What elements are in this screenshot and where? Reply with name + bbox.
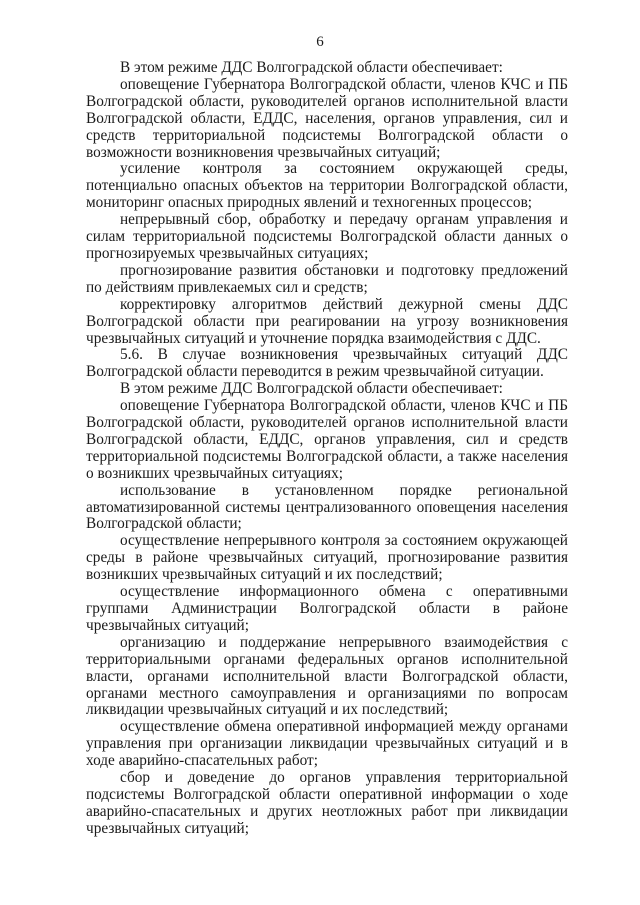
paragraph-item: корректировку алгоритмов действий дежурной смены ДДС Волгоградской области при реагировании на угрозу возникновения чрезвычайных ситуаций и уточнение порядка взаимодействия с ДДС. — [86, 295, 568, 347]
paragraph-item: осуществление обмена оперативной информацией между органами управления при организации ликвидации чрезвычайных ситуаций и в ходе аварийно-спасательных работ; — [86, 718, 568, 770]
paragraph-item: организацию и поддержание непрерывного взаимодействия с территориальными органами федеральных органов исполнительной власти, органами исполнительной власти Волгоградской области, органами местного самоуправления и организациями по вопросам ликвидации чрезвычайных ситуаций и их последствий; — [86, 633, 568, 719]
paragraph-item: использование в установленном порядке региональной автоматизированной системы централизованного оповещения населения Волгоградской области; — [86, 481, 568, 533]
paragraph-item: непрерывный сбор, обработку и передачу органам управления и силам территориальной подсистемы Волгоградской области данных о прогнозируемых чрезвычайных ситуациях; — [86, 211, 568, 262]
paragraph-mode-intro: В этом режиме ДДС Волгоградской области обеспечивает: — [120, 59, 503, 76]
paragraph-item: осуществление информационного обмена с оперативными группами Администрации Волгоградской области в районе чрезвычайных ситуаций; — [86, 583, 568, 634]
paragraph-item: прогнозирование развития обстановки и подготовку предложений по действиям привлекаемых сил и средств; — [86, 261, 568, 296]
paragraph-mode-intro: В этом режиме ДДС Волгоградской области обеспечивает: — [120, 380, 503, 398]
paragraph-item: усиление контроля за состоянием окружающей среды, потенциально опасных объектов на территории Волгоградской области, мониторинг опасных природных явлений и техногенных процессов; — [86, 160, 568, 212]
paragraph-item: осуществление непрерывного контроля за состоянием окружающей среды в районе чрезвычайных ситуаций, прогнозирование развития возникших чрезвычайных ситуаций и их последствий; — [86, 532, 568, 584]
paragraph-item: оповещение Губернатора Волгоградской области, членов КЧС и ПБ Волгоградской области, руководителей органов исполнительной власти Волгоградской области, ЕДДС, населения, органов управления, сил и средств территориальной подсистемы Волгоградской области о возможности возникновения чрезвычайных ситуаций; — [86, 75, 568, 161]
paragraph-item: оповещение Губернатора Волгоградской области, членов КЧС и ПБ Волгоградской области, руководителей органов исполнительной власти Волгоградской области, ЕДДС, органов управления, сил и средств территориальной подсистемы Волгоградской области, а также населения о возникших чрезвычайных ситуациях; — [86, 397, 568, 482]
page-number: 6 — [316, 34, 324, 50]
paragraph-item: сбор и доведение до органов управления территориальной подсистемы Волгоградской области оперативной информации о ходе аварийно-спасательных и других неотложных работ при ликвидации чрезвычайных ситуаций; — [86, 769, 568, 837]
paragraph-section-5-6: 5.6. В случае возникновения чрезвычайных ситуаций ДДС Волгоградской области переводится в режим чрезвычайной ситуации. — [86, 346, 568, 381]
document-body — [86, 60, 568, 838]
